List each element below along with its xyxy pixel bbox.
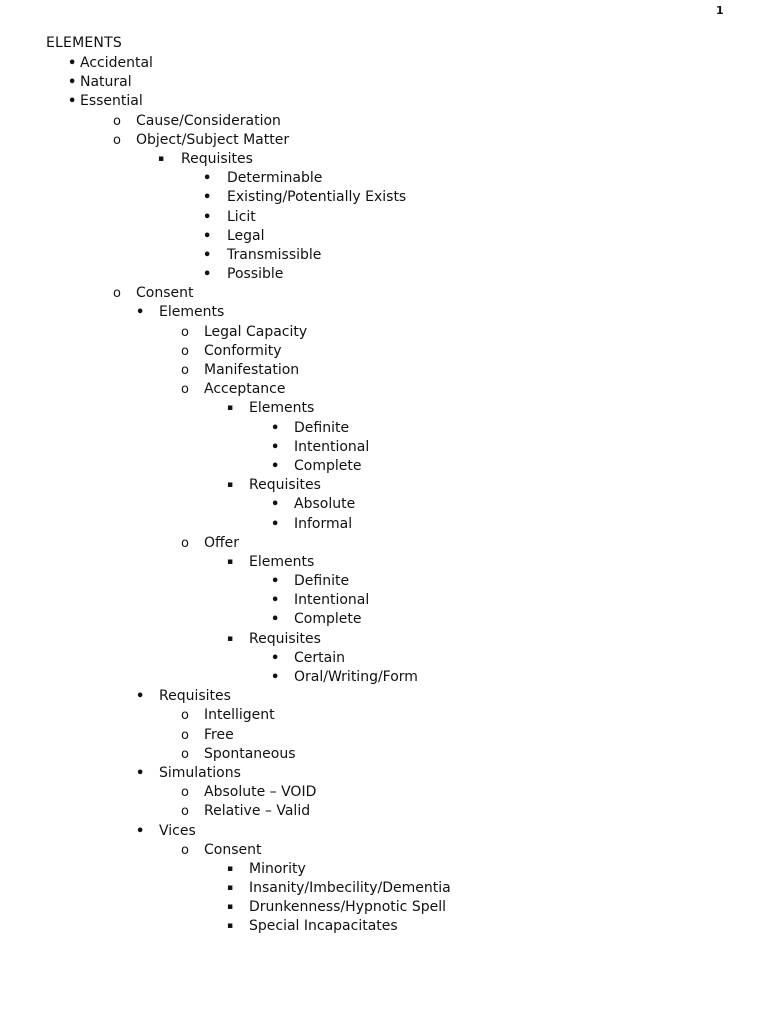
circle-marker-icon: o bbox=[181, 382, 189, 398]
circle-marker-icon: o bbox=[113, 113, 121, 129]
outline-item-label: Relative – Valid bbox=[204, 803, 311, 820]
outline-item-label: Oral/Writing/Form bbox=[294, 669, 418, 685]
bullet-marker-icon: • bbox=[203, 247, 212, 263]
outline-item-label: Requisites bbox=[181, 150, 253, 167]
outline-item-label: Absolute bbox=[294, 496, 356, 513]
outline-item bbox=[0, 553, 768, 572]
square-marker-icon: ▪ bbox=[158, 153, 165, 164]
outline-item-label: Definite bbox=[294, 419, 350, 436]
outline-item bbox=[0, 630, 768, 649]
outline-item-label: Simulations bbox=[159, 764, 241, 781]
outline-item bbox=[0, 112, 768, 131]
outline-item-label: Definite bbox=[294, 573, 350, 590]
bullet-marker-icon: • bbox=[203, 267, 212, 283]
bullet-marker-icon: • bbox=[136, 823, 145, 839]
outline-item bbox=[0, 534, 768, 553]
circle-marker-icon: o bbox=[181, 343, 189, 359]
outline-item bbox=[0, 380, 768, 399]
outline-item bbox=[0, 572, 768, 591]
outline-item-label: Object/Subject Matter bbox=[136, 131, 290, 148]
outline-item bbox=[0, 323, 768, 342]
circle-marker-icon: o bbox=[113, 286, 121, 302]
page-number: 1 bbox=[716, 4, 724, 17]
outline-item-label: Requisites bbox=[249, 477, 321, 494]
outline-item bbox=[0, 361, 768, 380]
outline-item bbox=[0, 783, 768, 802]
outline-item bbox=[0, 227, 768, 246]
circle-marker-icon: o bbox=[113, 132, 121, 148]
outline-item-label: Consent bbox=[204, 841, 262, 858]
outline-item bbox=[0, 726, 768, 745]
outline-item bbox=[0, 745, 768, 764]
outline-item bbox=[0, 649, 768, 668]
outline-item bbox=[0, 246, 768, 265]
bullet-marker-icon: • bbox=[68, 75, 77, 91]
outline-item bbox=[0, 265, 768, 284]
outline-item-label: Intentional bbox=[294, 592, 370, 609]
bullet-marker-icon: • bbox=[203, 209, 212, 225]
outline-item-label: Complete bbox=[294, 457, 362, 474]
bullet-marker-icon: • bbox=[136, 305, 145, 321]
circle-marker-icon: o bbox=[181, 708, 189, 724]
outline-item bbox=[0, 495, 768, 514]
outline-item bbox=[0, 399, 768, 418]
outline-item-label: Legal Capacity bbox=[204, 323, 308, 340]
bullet-marker-icon: • bbox=[203, 171, 212, 187]
outline-item-label: Vices bbox=[159, 822, 196, 839]
outline-item-label: Acceptance bbox=[204, 381, 286, 398]
circle-marker-icon: o bbox=[181, 746, 189, 762]
square-marker-icon: ▪ bbox=[227, 921, 234, 932]
circle-marker-icon: o bbox=[181, 535, 189, 551]
outline-item bbox=[0, 764, 768, 783]
outline-item bbox=[0, 860, 768, 879]
circle-marker-icon: o bbox=[181, 727, 189, 743]
outline-item-label: Manifestation bbox=[204, 362, 300, 378]
outline-item bbox=[0, 610, 768, 629]
outline-item bbox=[0, 687, 768, 706]
outline-item bbox=[0, 476, 768, 495]
outline-item-label: Elements bbox=[249, 400, 315, 417]
outline-item bbox=[0, 150, 768, 169]
outline-item-label: Complete bbox=[294, 611, 362, 628]
outline-item bbox=[0, 54, 768, 73]
square-marker-icon: ▪ bbox=[227, 863, 234, 874]
square-marker-icon: ▪ bbox=[227, 556, 234, 567]
outline-list bbox=[0, 54, 768, 937]
circle-marker-icon: o bbox=[181, 363, 189, 378]
bullet-marker-icon: • bbox=[271, 439, 280, 455]
outline-item bbox=[0, 342, 768, 361]
outline-item-label: Spontaneous bbox=[204, 745, 296, 762]
outline-item bbox=[0, 169, 768, 188]
outline-item-label: Absolute – VOID bbox=[204, 784, 317, 801]
outline-item bbox=[0, 898, 768, 917]
outline-item-label: Cause/Consideration bbox=[136, 112, 281, 129]
square-marker-icon: ▪ bbox=[227, 633, 234, 644]
bullet-marker-icon: • bbox=[136, 689, 145, 705]
outline-item-label: Licit bbox=[227, 208, 256, 225]
outline-item-label: Requisites bbox=[159, 688, 231, 705]
bullet-marker-icon: • bbox=[271, 670, 280, 685]
outline-item bbox=[0, 879, 768, 898]
bullet-marker-icon: • bbox=[136, 765, 145, 781]
outline-item bbox=[0, 802, 768, 821]
outline-item bbox=[0, 438, 768, 457]
outline-item-label: Determinable bbox=[227, 170, 323, 187]
outline-item-label: Drunkenness/Hypnotic Spell bbox=[249, 899, 446, 916]
circle-marker-icon: o bbox=[181, 324, 189, 340]
outline-item bbox=[0, 706, 768, 725]
outline-item bbox=[0, 208, 768, 227]
bullet-marker-icon: • bbox=[271, 650, 280, 666]
outline-item-label: Consent bbox=[136, 285, 194, 302]
outline-item-label: Elements bbox=[249, 553, 315, 570]
circle-marker-icon: o bbox=[181, 785, 189, 801]
outline-item-label: Informal bbox=[294, 515, 353, 532]
outline-item-label: Conformity bbox=[204, 342, 282, 359]
outline-item-label: Insanity/Imbecility/Dementia bbox=[249, 880, 451, 897]
outline-item-label: Possible bbox=[227, 266, 284, 283]
outline-item bbox=[0, 131, 768, 150]
outline-item-label: Natural bbox=[80, 74, 132, 91]
bullet-marker-icon: • bbox=[271, 458, 280, 474]
outline-item-label: Accidental bbox=[80, 55, 153, 71]
outline-item-label: Intelligent bbox=[204, 707, 275, 724]
circle-marker-icon: o bbox=[181, 804, 189, 820]
outline-item bbox=[0, 841, 768, 860]
square-marker-icon: ▪ bbox=[227, 883, 234, 894]
bullet-marker-icon: • bbox=[203, 228, 212, 244]
outline-item-label: Elements bbox=[159, 304, 225, 321]
outline-item bbox=[0, 668, 768, 687]
bullet-marker-icon: • bbox=[271, 420, 280, 436]
outline-item-label: Requisites bbox=[249, 630, 321, 647]
outline-item-label: Intentional bbox=[294, 438, 370, 455]
document-title: ELEMENTS bbox=[46, 35, 122, 51]
outline-item-label: Transmissible bbox=[227, 246, 322, 263]
bullet-marker-icon: • bbox=[271, 574, 280, 590]
square-marker-icon: ▪ bbox=[227, 902, 234, 913]
outline-item bbox=[0, 591, 768, 610]
outline-item-label: Certain bbox=[294, 649, 345, 666]
outline-item-label: Legal bbox=[227, 227, 265, 244]
outline-item bbox=[0, 457, 768, 476]
bullet-marker-icon: • bbox=[271, 593, 280, 609]
outline-item bbox=[0, 188, 768, 207]
outline-item bbox=[0, 284, 768, 303]
bullet-marker-icon: • bbox=[68, 94, 77, 110]
outline-item-label: Special Incapacitates bbox=[249, 918, 398, 935]
outline-item bbox=[0, 419, 768, 438]
outline-item bbox=[0, 73, 768, 92]
outline-item-label: Offer bbox=[204, 534, 240, 551]
bullet-marker-icon: • bbox=[203, 190, 212, 206]
outline-item bbox=[0, 822, 768, 841]
outline-item bbox=[0, 515, 768, 534]
outline-item bbox=[0, 92, 768, 111]
bullet-marker-icon: • bbox=[271, 612, 280, 628]
outline-item-label: Free bbox=[204, 726, 234, 743]
bullet-marker-icon: • bbox=[68, 56, 77, 71]
square-marker-icon: ▪ bbox=[227, 480, 234, 491]
square-marker-icon: ▪ bbox=[227, 403, 234, 414]
outline-item-label: Minority bbox=[249, 860, 306, 877]
bullet-marker-icon: • bbox=[271, 516, 280, 532]
bullet-marker-icon: • bbox=[271, 497, 280, 513]
outline-item bbox=[0, 303, 768, 322]
circle-marker-icon: o bbox=[181, 842, 189, 858]
outline-item bbox=[0, 917, 768, 936]
outline-item-label: Existing/Potentially Exists bbox=[227, 189, 407, 206]
outline-item-label: Essential bbox=[80, 93, 143, 110]
